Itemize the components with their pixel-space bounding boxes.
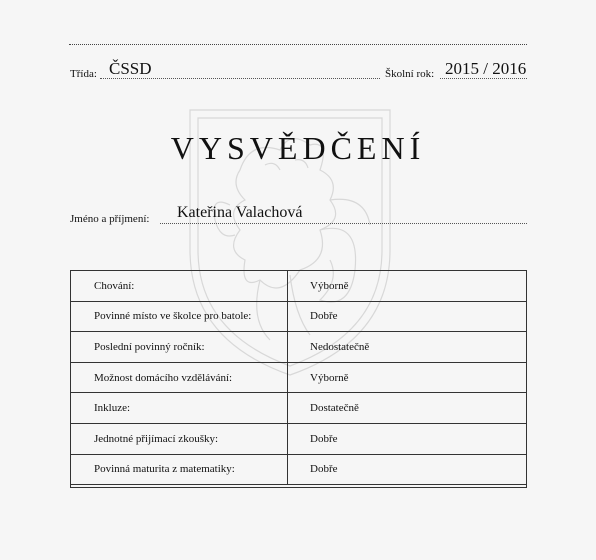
school-year-value: 2015 / 2016 — [445, 59, 527, 78]
subject-cell: Chování: — [70, 271, 288, 302]
subject-cell: Jednotné přijímací zkoušky: — [70, 423, 288, 454]
school-year-label: Školní rok: — [385, 68, 435, 80]
grade-row — [70, 301, 526, 332]
subject-cell: Poslední povinný ročník: — [70, 332, 288, 363]
subject-cell: Povinné místo ve školce pro batole: — [70, 301, 288, 332]
grade-cell: Nedostatečně — [288, 332, 527, 363]
name-dotted-line — [160, 223, 527, 224]
class-dotted-line — [100, 78, 380, 79]
grade-row — [70, 362, 526, 393]
grade-cell: Výborně — [288, 362, 527, 393]
grades-table — [70, 270, 526, 485]
subject-cell: Povinná maturita z matematiky: — [70, 454, 288, 485]
school-year-dotted-line — [440, 78, 527, 79]
document-title: VYSVĚDČENÍ — [170, 130, 426, 166]
grade-cell: Dostatečně — [288, 393, 527, 424]
top-dotted-rule — [69, 44, 527, 45]
grade-row — [70, 454, 526, 485]
subject-cell: Inkluze: — [70, 393, 288, 424]
class-label: Třída: — [70, 68, 97, 80]
class-value: ČSSD — [109, 59, 152, 78]
grade-row — [70, 332, 526, 363]
grade-row — [70, 271, 526, 302]
subject-cell: Možnost domácího vzdělávání: — [70, 362, 288, 393]
name-value: Kateřina Valachová — [177, 204, 303, 221]
name-label: Jméno a příjmení: — [70, 213, 150, 225]
grade-cell: Dobře — [288, 454, 527, 485]
grade-row — [70, 393, 526, 424]
grade-cell: Výborně — [288, 271, 527, 302]
grade-cell: Dobře — [288, 301, 527, 332]
grade-row — [70, 423, 526, 454]
grade-cell: Dobře — [288, 423, 527, 454]
